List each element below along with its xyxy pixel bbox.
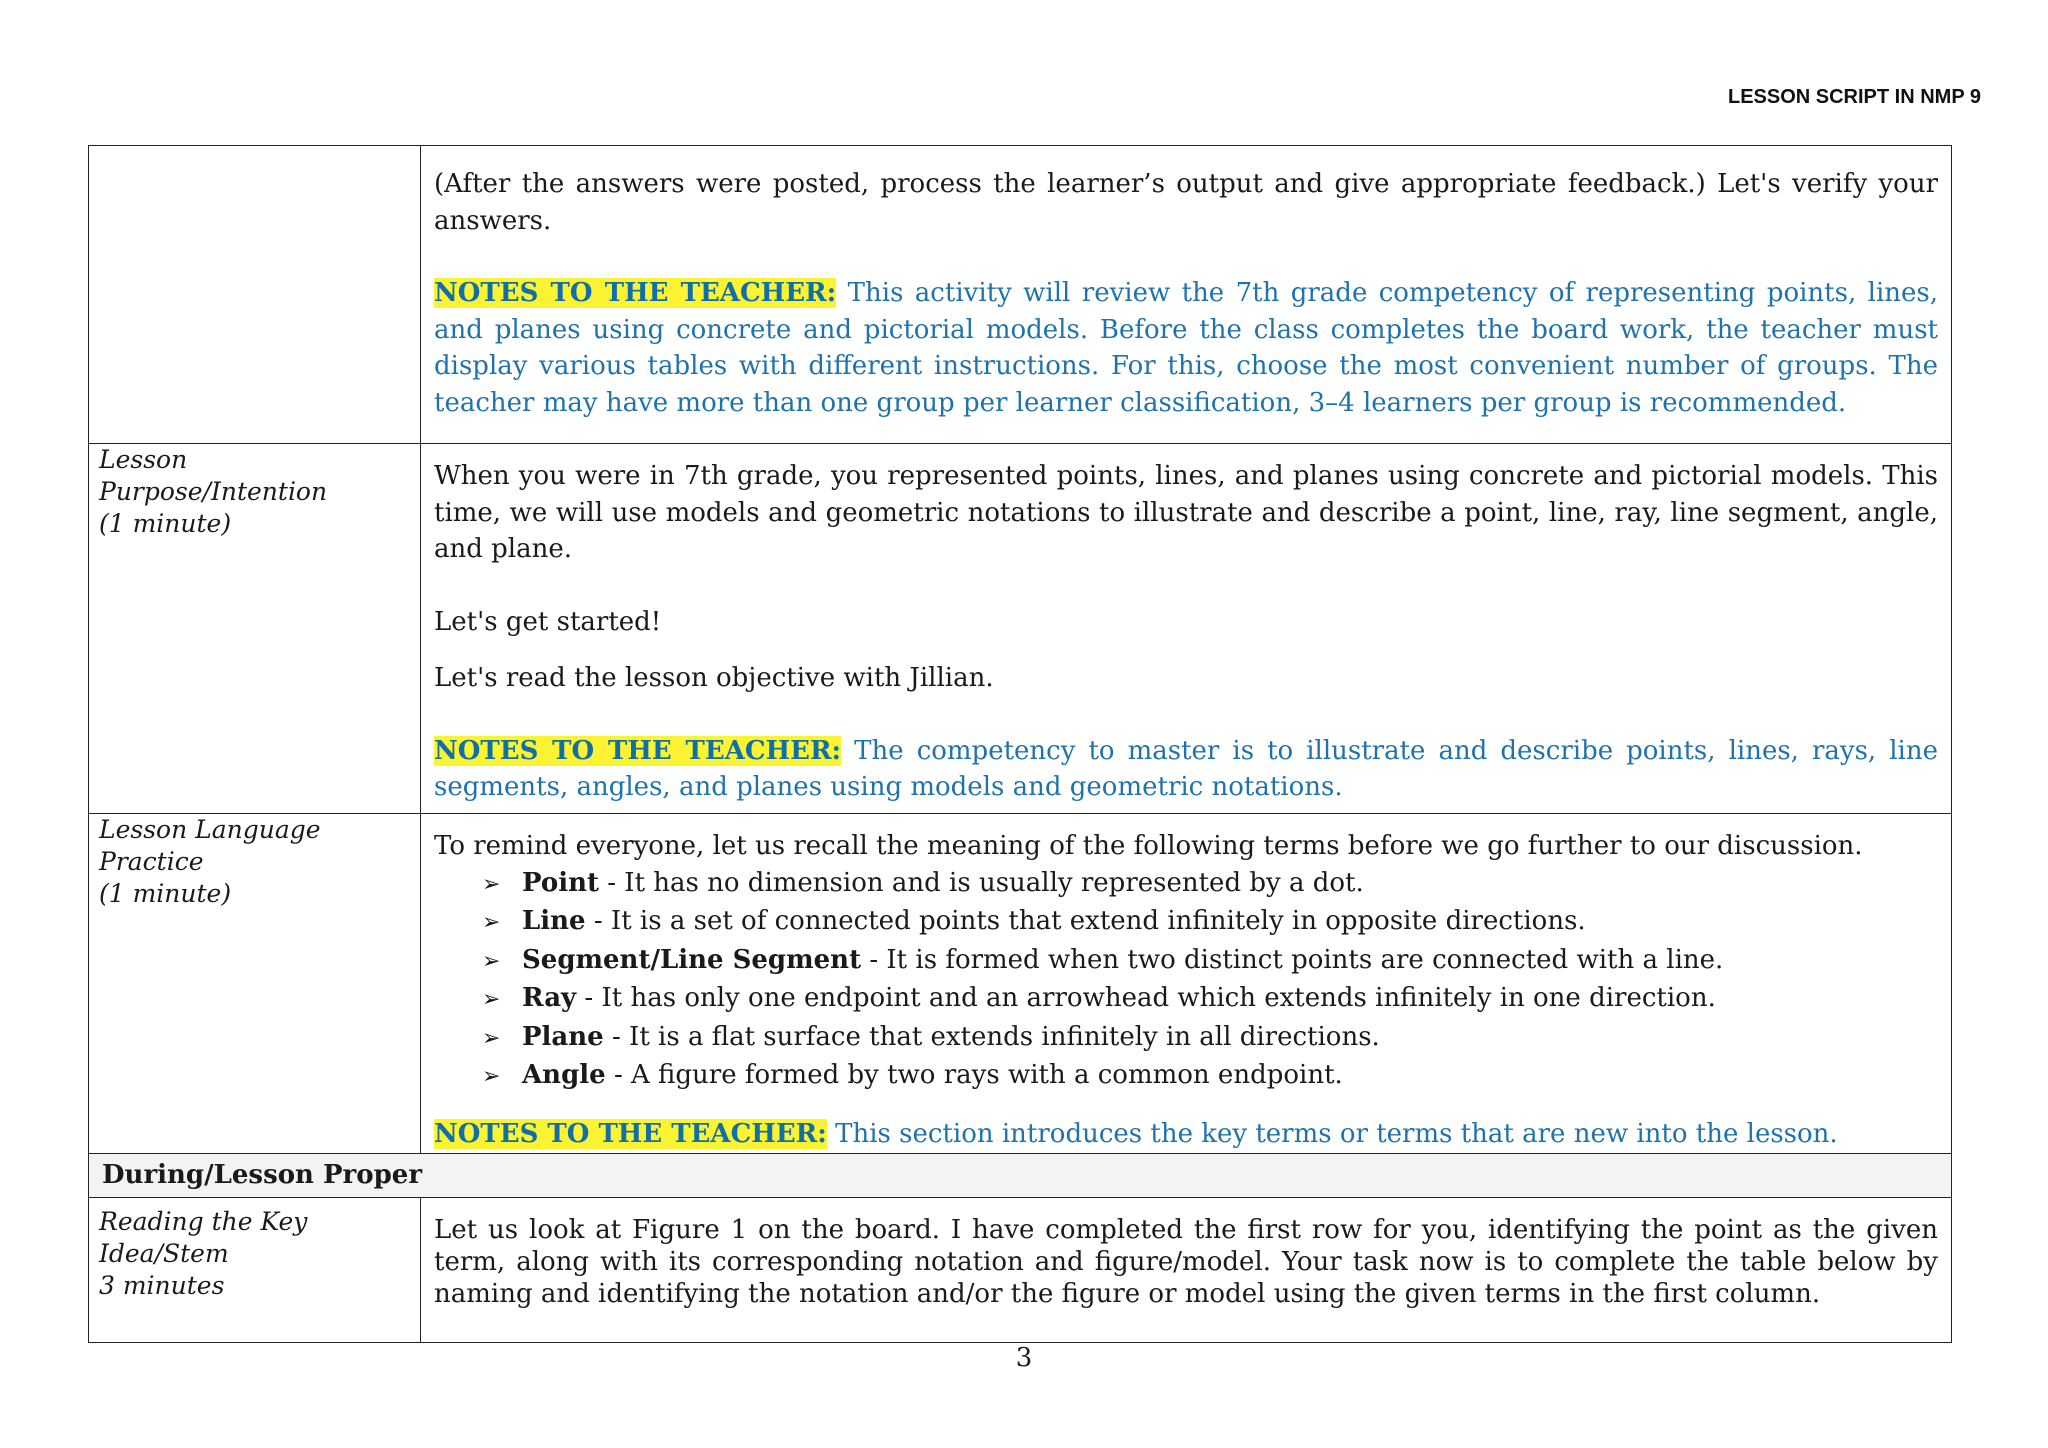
- note-label: NOTES TO THE TEACHER:: [434, 1118, 827, 1149]
- row-label-line: Lesson: [99, 445, 188, 474]
- term-definition: - It is a flat surface that extends infinitely in all directions.: [603, 1021, 1380, 1052]
- terms-intro: To remind everyone, let us recall the meaning of the following terms before we go further to our discussion.: [434, 831, 1863, 861]
- list-item: [482, 942, 1938, 981]
- list-item: [482, 980, 1938, 1019]
- purpose-paragraph: Let's read the lesson objective with Jillian.: [434, 663, 994, 693]
- list-item: [482, 903, 1938, 942]
- row-label-line: Lesson Language: [99, 815, 321, 844]
- row-label-cell: [89, 444, 421, 814]
- term-name: Segment/Line Segment: [522, 944, 862, 975]
- arrow-bullet-icon: ➢: [482, 987, 501, 1012]
- purpose-paragraph: When you were in 7th grade, you represented points, lines, and planes using concrete and pictorial models. This time, we will use models and geometric notations to illustrate and describe a point, line, ray, line segment, angle, and plane.: [434, 461, 1938, 564]
- feedback-instruction: (After the answers were posted, process the learner’s output and give appropriate feedback.) Let's verify your answers.: [434, 169, 1938, 236]
- teacher-note: [434, 1116, 1938, 1153]
- table-row: [89, 814, 1952, 1154]
- arrow-bullet-icon: ➢: [482, 948, 501, 974]
- row-content-cell: [421, 444, 1952, 814]
- term-definition: - It is formed when two distinct points are connected with a line.: [861, 944, 1724, 975]
- teacher-note: [434, 733, 1938, 806]
- row-label-line: Reading the Key: [99, 1207, 308, 1236]
- page-number: 3: [1015, 1343, 1033, 1373]
- row-label-line: (1 minute): [99, 879, 232, 908]
- lesson-table: [88, 145, 1952, 1343]
- table-row: [89, 1198, 1952, 1343]
- note-label: NOTES TO THE TEACHER:: [434, 278, 837, 308]
- document-header: LESSON SCRIPT IN NMP 9: [1727, 86, 1981, 108]
- term-name: Angle: [522, 1060, 606, 1090]
- term-definition: - A figure formed by two rays with a common endpoint.: [605, 1060, 1343, 1090]
- arrow-bullet-icon: ➢: [482, 1025, 501, 1051]
- term-name: Ray: [522, 983, 577, 1013]
- row-label-cell: [89, 146, 421, 444]
- row-content-cell: [421, 146, 1952, 444]
- arrow-bullet-icon: ➢: [482, 871, 501, 897]
- purpose-paragraph: Let's get started!: [434, 606, 662, 637]
- teacher-note: [434, 275, 1938, 421]
- term-definition: - It has only one endpoint and an arrowhead which extends infinitely in one direction.: [576, 983, 1716, 1013]
- row-label-line: Idea/Stem: [99, 1239, 229, 1268]
- row-label-cell: [89, 814, 421, 1154]
- row-label-line: 3 minutes: [99, 1271, 225, 1300]
- key-idea-paragraph: Let us look at Figure 1 on the board. I have completed the first row for you, identifying the point as the given term, along with its corresponding notation and figure/model. Your task now is to complete the table below by naming and identifying the notation and/or the figure or model using the given terms in the first column.: [434, 1215, 1938, 1309]
- row-label-line: Purpose/Intention: [99, 477, 328, 506]
- list-item: [482, 865, 1938, 904]
- list-item: [482, 1019, 1938, 1058]
- table-row: [89, 146, 1952, 444]
- term-name: Line: [522, 906, 586, 936]
- table-row: [89, 444, 1952, 814]
- list-item: [482, 1057, 1938, 1096]
- row-label-line: (1 minute): [99, 509, 232, 538]
- arrow-bullet-icon: ➢: [482, 910, 501, 935]
- note-label: NOTES TO THE TEACHER:: [434, 735, 842, 766]
- note-text: This activity will review the 7th grade competency of representing points, lines, and planes using concrete and pictorial models. Before the class completes the board work, the teacher must display various tables with different instructions. For this, choose the most convenient number of groups. The teacher may have more than one group per learner classification, 3–4 learners per group is recommended.: [434, 278, 1938, 418]
- section-header-row: [89, 1154, 1952, 1198]
- term-name: Point: [522, 867, 599, 898]
- row-content-cell: [421, 1198, 1952, 1343]
- term-definition: - It is a set of connected points that extend infinitely in opposite directions.: [585, 906, 1586, 936]
- row-label-cell: [89, 1198, 421, 1343]
- terms-list: [434, 865, 1938, 1096]
- term-name: Plane: [522, 1021, 604, 1052]
- row-label-line: Practice: [99, 847, 204, 876]
- note-text: This section introduces the key terms or terms that are new into the lesson.: [826, 1118, 1838, 1149]
- note-text: The competency to master is to illustrate and describe points, lines, rays, line segments, angles, and planes using models and geometric notations.: [434, 735, 1938, 802]
- term-definition: - It has no dimension and is usually represented by a dot.: [598, 867, 1364, 898]
- section-title: During/Lesson Proper: [89, 1154, 1952, 1198]
- arrow-bullet-icon: ➢: [482, 1064, 501, 1089]
- row-content-cell: [421, 814, 1952, 1154]
